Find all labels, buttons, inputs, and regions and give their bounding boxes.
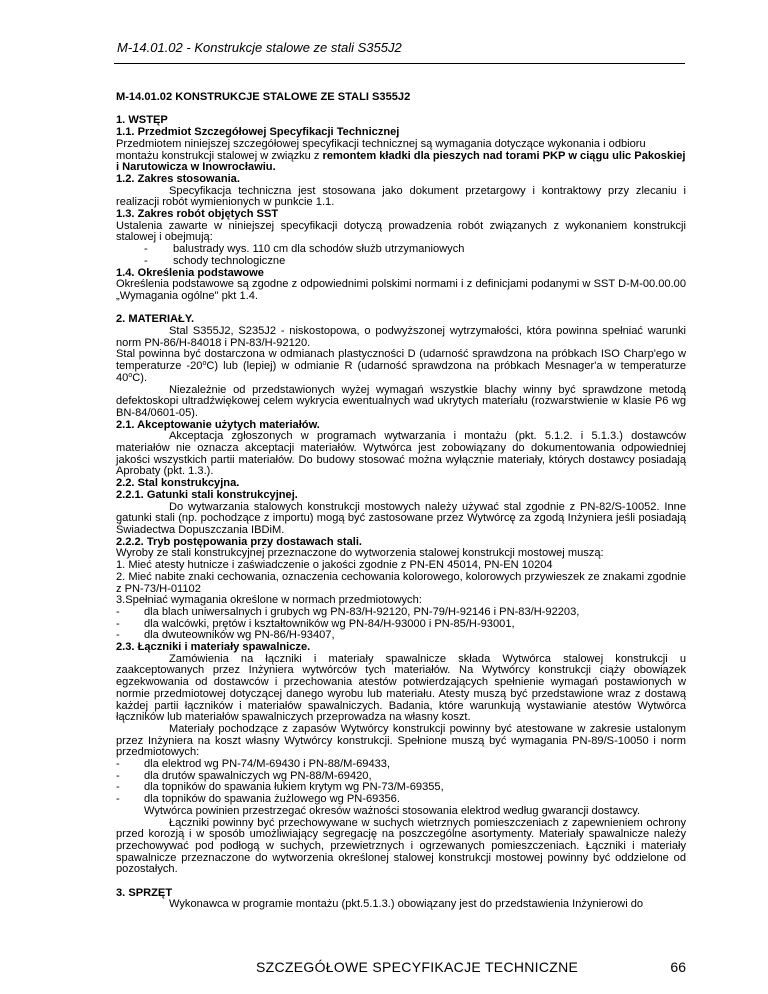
footer-title: SZCZEGÓŁOWE SPECYFIKACJE TECHNICZNE [256, 959, 579, 975]
subsection-heading: 1.2. Zakres stosowania. [116, 172, 240, 185]
list-item: - balustrady wys. 110 cm dla schodów służb utrzymaniowych [144, 243, 465, 256]
section-heading: 2. MATERIAŁY. [116, 313, 195, 326]
list-item: - schody technologiczne [144, 254, 286, 267]
list-item: - dla blach uniwersalnych i grubych wg PN-83/H-92120, PN-79/H-92146 i PN-83/H-92203, [116, 605, 580, 618]
paragraph: Łączniki powinny być przechowywane w suchych wietrznych pomieszczeniach z zapewnieniem ochrony przed korozją i w sposób umożliwiający segregację na poszczególne asortymenty. Materiały spawalnicze należy przechowywać pod podłogą w suchych, przewietrznych i ogrzewanych pomieszczeniach. Łączniki i materiały spawalnicze przeznaczone do wytworzenia określonej stalowej konstrukcji mostowej powinny być oddzielone od pozostałych. [116, 816, 686, 876]
paragraph: Wyroby ze stali konstrukcyjnej przeznaczone do wytworzenia stalowej konstrukcji mostowej muszą: [116, 547, 604, 560]
list-item: - dla walcówki, prętów i kształtowników wg PN-84/H-93000 i PN-85/H-93001, [116, 617, 515, 630]
subsection-heading: 2.2.2. Tryb postępowania przy dostawach stali. [116, 535, 362, 548]
paragraph: Materiały pochodzące z zapasów Wytwórcy konstrukcji powinny być atestowane w zakresie ustalonym przez Inżyniera na koszt własny Wytwórcy konstrukcji. Spełnione muszą być wymagania PN-89/S-10050 i norm przedmiotowych: [116, 722, 686, 759]
paragraph: Do wytwarzania stalowych konstrukcji mostowych należy używać stal zgodnie z PN-82/S-10052. Inne gatunki stali (np. pochodzące z importu) mogą być zastosowane przez Wytwórcę za zgodą Inżyniera jeśli posiadają Świadectwa Dopuszczania IBDiM. [116, 500, 686, 536]
paragraph: Określenia podstawowe są zgodne z odpowiednimi polskimi normami i z definicjami podanymi w SST D-M-00.00.00 „Wymagania ogólne" pkt 1.4. [116, 278, 686, 302]
document-title: M-14.01.02 KONSTRUKCJE STALOWE ZE STALI S355J2 [116, 91, 411, 103]
paragraph: Stal powinna być dostarczona w odmianach plastyczności D (udarność sprawdzona na próbkach ISO Charp'ego w temperaturze -20$^o$C) lub (lepiej) w odmianie R (udarność sprawdzona na próbkach Mesnager'a w temperaturze 40$^o$C). [116, 348, 686, 384]
document-body [116, 92, 686, 911]
subsection-heading: 2.1. Akceptowanie użytych materiałów. [116, 418, 320, 431]
paragraph: Ustalenia zawarte w niniejszej specyfikacji dotyczą prowadzenia robót związanych z wykonaniem konstrukcji stalowej i obejmują: [116, 219, 686, 244]
paragraph: Zamówienia na łączniki i materiały spawalnicze składa Wytwórca stalowej konstrukcji u zaakceptowanych przez Inżyniera wytwórców tych materiałów. Na Wytwórcy konstrukcji ciąży obowiązek egzekwowania od dostawców i przechowania atestów potwierdzających spełnienie wymagań postawionych w normie przedmiotowej dotyczącej danego wyrobu lub materiału. Atesty muszą być przedstawione wraz z dostawą każdej partii łączników i materiałów spawalniczych. Badania, które warunkują wystawianie atestów Wytwórca łączników lub materiałów spawalniczych przeprowadza na własny koszt. [116, 652, 686, 724]
paragraph: Stal S355J2, S235J2 - niskostopowa, o podwyższonej wytrzymałości, która powinna spełniać warunki norm PN-86/H-84018 i PN-83/H-92120. [116, 325, 686, 349]
paragraph: Wykonawca w programie montażu (pkt.5.1.3.) obowiązany jest do przedstawienia Inżynierowi do [169, 898, 644, 911]
list-item: - dla drutów spawalniczych wg PN-88/M-69420, [116, 769, 372, 782]
list-item: - dla dwuteowników wg PN-86/H-93407, [116, 629, 335, 642]
paragraph: Akceptacja zgłoszonych w programach wytwarzania i montażu (pkt. 5.1.2. i 5.1.3.) dostawców materiałów nie oznacza akceptacji materiałów. Wytwórca jest zobowiązany do dokumentowania odpowiedniej jakości wszystkich partii materiałów. Do budowy stosować można wyłącznie materiały, których dostawcy posiadają Aprobaty (pkt. 1.3.). [116, 430, 686, 478]
section-heading: 1. WSTĘP [116, 114, 168, 127]
paragraph [116, 139, 686, 174]
paragraph-text: Przedmiotem niniejszej szczegółowej specyfikacji technicznej są wymagania dotyczące wykonania i odbioru montażu konstrukcji stalowej w związku z [116, 137, 646, 162]
paragraph-emphasis: remontem kładki dla pieszych nad torami PKP w ciągu ulic Pakoskiej i Narutowicza w Inowrocławiu. [116, 149, 686, 174]
subsection-heading: 1.3. Zakres robót objętych SST [116, 208, 279, 221]
paragraph: Niezależnie od przedstawionych wyżej wymagań wszystkie blachy winny być sprawdzone metodą defektoskopi ultradźwiękowej celem wykrycia ewentualnych wad ukrytych materiału (rozwarstwienie w klasie P6 wg BN-84/0601-05). [116, 383, 686, 419]
list-item: 1. Mieć atesty hutnicze i zaświadczenie o jakości zgodnie z PN-EN 45014, PN-EN 10204 [116, 559, 553, 572]
running-header: M-14.01.02 - Konstrukcje stalowe ze stali S355J2 [117, 40, 402, 55]
header-rule [114, 63, 685, 64]
subsection-heading: 2.2. Stal konstrukcyjna. [116, 477, 240, 490]
paragraph: Specyfikacja techniczna jest stosowana jako dokument przetargowy i kontraktowy przy zlecaniu i realizacji robót wymienionych w punkcie 1.1. [116, 184, 686, 209]
paragraph: Wytwórca powinien przestrzegać okresów ważności stosowania elektrod według gwarancji dostawcy. [144, 804, 641, 817]
list-item: 2. Mieć nabite znaki cechowania, oznaczenia cechowania kolorowego, kolorowych przywieszek ze znakami zgodnie z PN-73/H-01102 [116, 570, 686, 595]
section-heading: 3. SPRZĘT [116, 886, 173, 899]
subsection-heading: 2.3. Łączniki i materiały spawalnicze. [116, 641, 311, 654]
list-item: - dla topników do spawania żużlowego wg PN-69356. [116, 793, 400, 806]
list-item: - dla elektrod wg PN-74/M-69430 i PN-88/M-69433, [116, 758, 391, 771]
subsection-heading: 1.4. Określenia podstawowe [116, 266, 264, 279]
subsection-heading: 1.1. Przedmiot Szczegółowej Specyfikacji Technicznej [116, 126, 400, 139]
page-number: 66 [670, 959, 686, 975]
list-item: 3.Spełniać wymagania określone w normach przedmiotowych: [116, 594, 422, 607]
list-item: - dla topników do spawania łukiem krytym wg PN-73/M-69355, [116, 781, 444, 794]
subsection-heading: 2.2.1. Gatunki stali konstrukcyjnej. [116, 488, 298, 501]
